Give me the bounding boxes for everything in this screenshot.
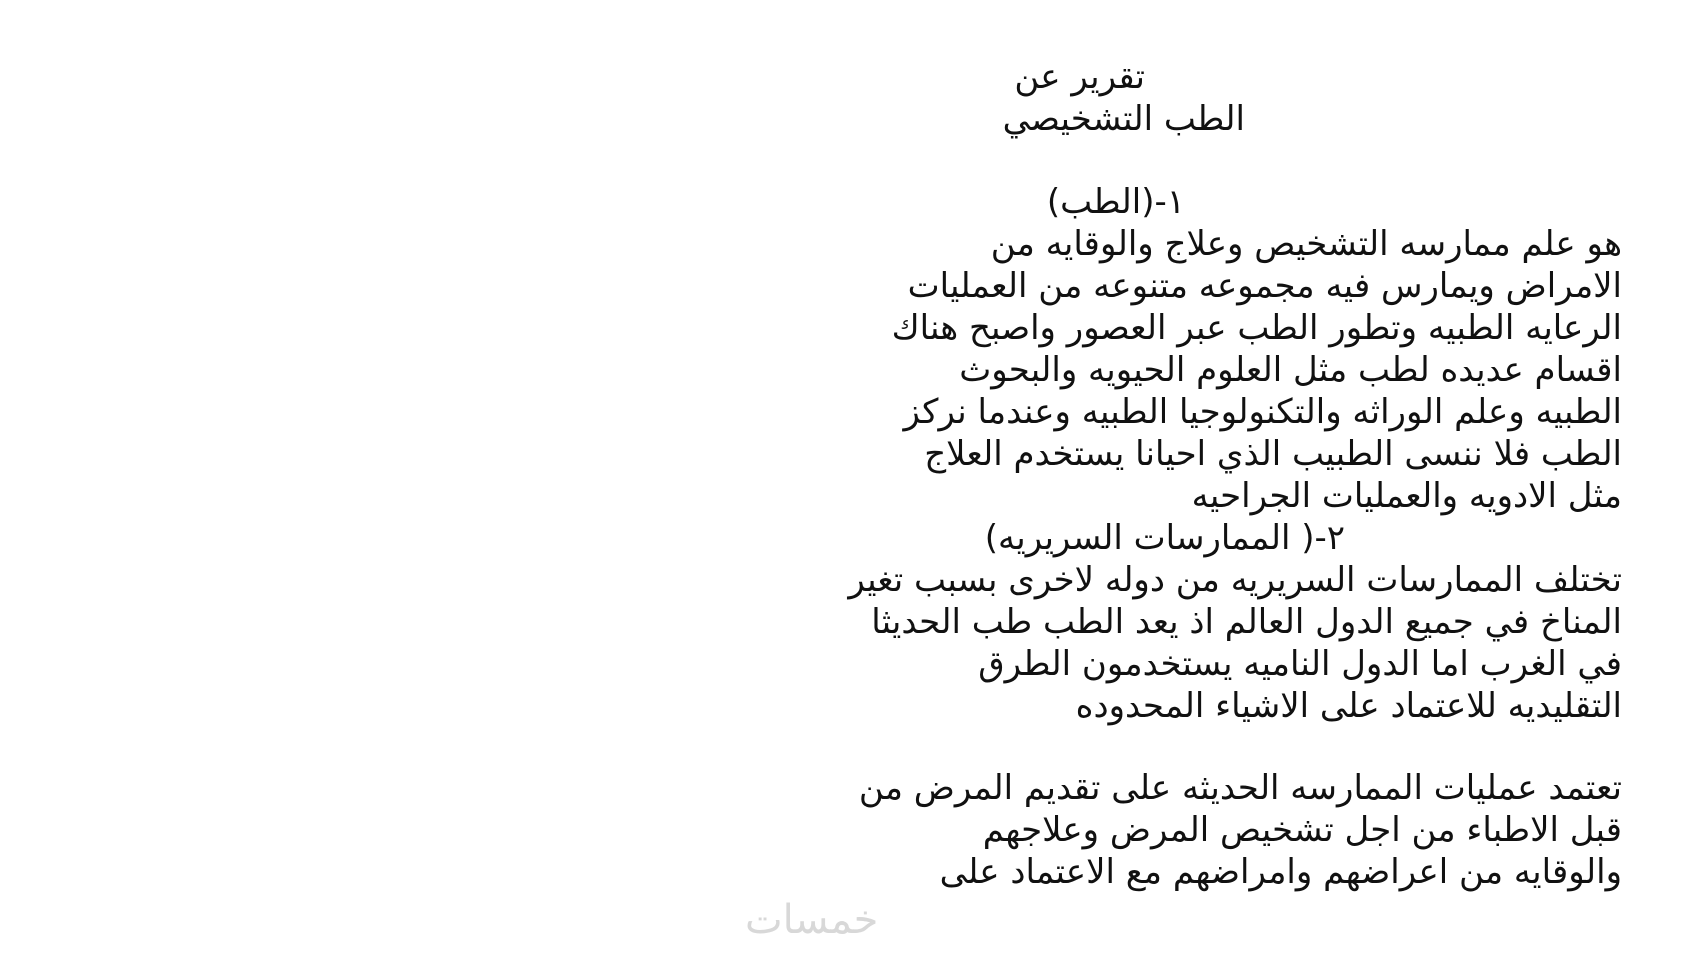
section-3-line-3: والوقايه من اعراضهم وامراضهم مع الاعتماد على bbox=[939, 852, 1622, 892]
section-2-line-1: تختلف الممارسات السريريه من دوله لاخرى بسبب تغير bbox=[848, 560, 1622, 600]
section-1-line-7: مثل الادويه والعمليات الجراحيه bbox=[1191, 476, 1622, 516]
section-1-line-4: اقسام عديده لطب مثل العلوم الحيويه والبحوث bbox=[959, 350, 1622, 390]
report-title-line-1: تقرير عن bbox=[1014, 57, 1145, 97]
section-3-line-2: قبل الاطباء من اجل تشخيص المرض وعلاجهم bbox=[982, 810, 1622, 850]
section-2-heading: ٢-( الممارسات السريريه) bbox=[984, 518, 1345, 558]
section-2-line-4: التقليديه للاعتماد على الاشياء المحدوده bbox=[1075, 686, 1622, 726]
section-1-line-1: هو علم ممارسه التشخيص وعلاج والوقايه من bbox=[990, 224, 1622, 264]
section-1-line-3: الرعايه الطبيه وتطور الطب عبر العصور واصبح هناك bbox=[891, 308, 1622, 348]
section-3-line-1: تعتمد عمليات الممارسه الحديثه على تقديم المرض من bbox=[858, 768, 1622, 808]
watermark-logo: خمسات bbox=[745, 897, 879, 943]
section-1-heading: ١-(الطب) bbox=[1046, 182, 1185, 222]
section-2-line-3: في الغرب اما الدول الناميه يستخدمون الطرق bbox=[978, 644, 1622, 684]
section-1-line-6: الطب فلا ننسى الطبيب الذي احيانا يستخدم العلاج bbox=[924, 434, 1622, 474]
section-1-line-2: الامراض ويمارس فيه مجموعه متنوعه من العمليات bbox=[907, 266, 1622, 306]
section-1-line-5: الطبيه وعلم الوراثه والتكنولوجيا الطبيه وعندما نركز bbox=[903, 392, 1622, 432]
section-2-line-2: المناخ في جميع الدول العالم اذ يعد الطب طب الحديثا bbox=[871, 602, 1622, 642]
report-title-line-2: الطب التشخيصي bbox=[1002, 99, 1245, 139]
